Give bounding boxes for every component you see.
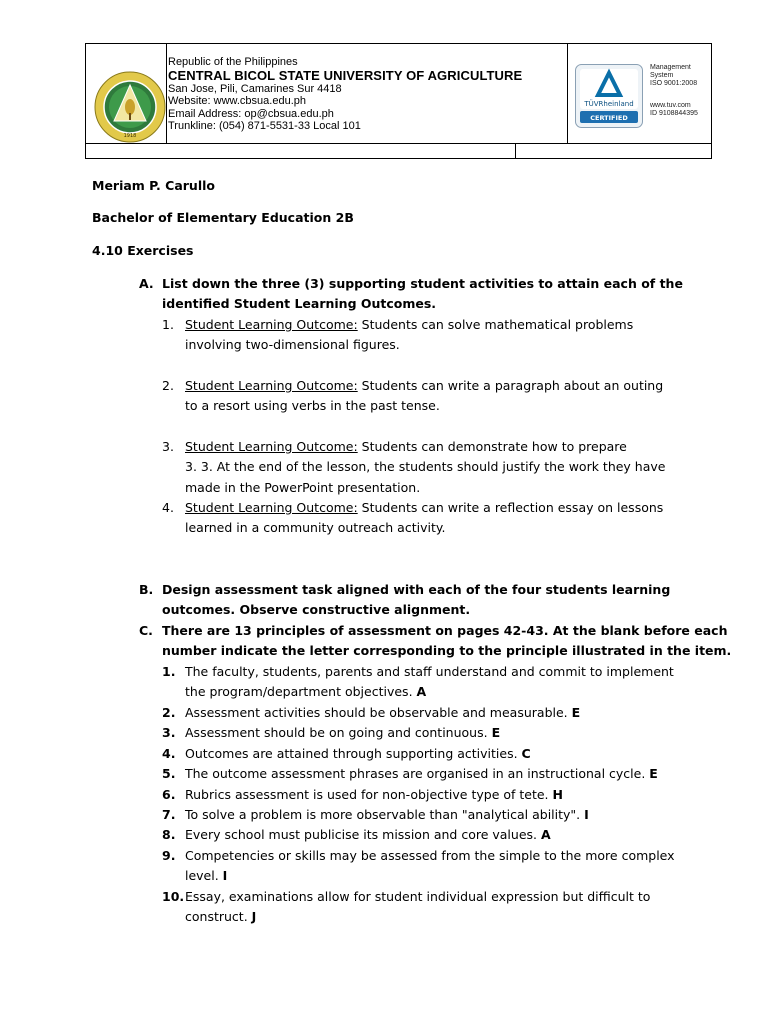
principle-item: Competencies or skills may be assessed from the simple to the more complex: [185, 848, 675, 863]
outcome-item: Student Learning Outcome: Students can write a reflection essay on lessons: [185, 500, 664, 515]
cert-line: System: [650, 72, 674, 79]
principle-continuation: construct. J: [185, 909, 257, 924]
divider: [515, 143, 516, 158]
logo-cell: [86, 44, 166, 143]
student-name: Meriam P. Carullo: [92, 178, 215, 193]
principle-item: Assessment activities should be observable and measurable. E: [185, 705, 581, 720]
principle-answer: J: [251, 909, 257, 924]
republic-line: Republic of the Philippines: [168, 56, 298, 68]
principle-number: 10.: [162, 889, 185, 904]
principle-answer: H: [552, 787, 563, 802]
principle-continuation: the program/department objectives. A: [185, 684, 427, 699]
outcome-item: Student Learning Outcome: Students can write a paragraph about an outing: [185, 378, 664, 393]
principle-answer: E: [571, 705, 581, 720]
principle-continuation: level. I: [185, 868, 228, 883]
outcome-continuation: learned in a community outreach activity.: [185, 520, 446, 535]
letterhead-row: [86, 44, 711, 144]
divider: [567, 44, 568, 143]
principle-number: 8.: [162, 827, 176, 842]
principle-item: The outcome assessment phrases are organised in an instructional cycle. E: [185, 766, 658, 781]
tuv-certified-logo: [575, 64, 643, 128]
section-c-line: There are 13 principles of assessment on pages 42-43. At the blank before each: [162, 623, 728, 638]
student-course: Bachelor of Elementary Education 2B: [92, 210, 354, 225]
principle-item: Essay, examinations allow for student individual expression but difficult to: [185, 889, 651, 904]
cert-id: ID 9108844395: [650, 110, 698, 117]
address-line: San Jose, Pili, Camarines Sur 4418: [168, 82, 342, 95]
outcome-number: 3.: [162, 439, 174, 454]
principle-number: 5.: [162, 766, 176, 781]
outcome-continuation: 3. 3. At the end of the lesson, the students should justify the work they have: [185, 459, 666, 474]
email-line: Email Address: op@cbsua.edu.ph: [168, 107, 334, 120]
outcome-label: Student Learning Outcome:: [185, 378, 358, 393]
section-c-line: number indicate the letter corresponding to the principle illustrated in the item.: [162, 643, 732, 658]
principle-number: 3.: [162, 725, 176, 740]
letterhead-table: [85, 43, 712, 159]
outcome-continuation: made in the PowerPoint presentation.: [185, 480, 421, 495]
outcome-continuation: involving two-dimensional figures.: [185, 337, 400, 352]
outcome-item: Student Learning Outcome: Students can solve mathematical problems: [185, 317, 634, 332]
principle-item: To solve a problem is more observable than "analytical ability". I: [185, 807, 589, 822]
section-b-letter: B.: [139, 582, 154, 597]
certification-info: [650, 64, 698, 118]
svg-text:1918: 1918: [123, 133, 137, 139]
principle-item: The faculty, students, parents and staff understand and commit to implement: [185, 664, 674, 679]
principle-answer: E: [491, 725, 501, 740]
principle-number: 4.: [162, 746, 176, 761]
principle-item: Rubrics assessment is used for non-objective type of tete. H: [185, 787, 563, 802]
outcome-number: 1.: [162, 317, 174, 332]
principle-number: 9.: [162, 848, 176, 863]
section-a-letter: A.: [139, 276, 154, 291]
principle-number: 2.: [162, 705, 176, 720]
cert-line: ISO 9001:2008: [650, 80, 698, 87]
principle-answer: I: [584, 807, 589, 822]
university-name: CENTRAL BICOL STATE UNIVERSITY OF AGRICULTURE: [168, 67, 523, 83]
outcome-number: 4.: [162, 500, 174, 515]
trunkline-line: Trunkline: (054) 871-5531-33 Local 101: [168, 120, 361, 132]
outcome-label: Student Learning Outcome:: [185, 500, 358, 515]
section-c-letter: C.: [139, 623, 153, 638]
principle-item: Assessment should be on going and continuous. E: [185, 725, 501, 740]
svg-text:CERTIFIED: CERTIFIED: [590, 114, 628, 122]
website-line: Website: www.cbsua.edu.ph: [168, 95, 306, 107]
divider: [166, 44, 167, 143]
svg-text:TÜVRheinland: TÜVRheinland: [584, 100, 634, 108]
outcome-item: Student Learning Outcome: Students can demonstrate how to prepare: [185, 439, 627, 454]
principle-answer: A: [416, 684, 427, 699]
section-b-line: outcomes. Observe constructive alignment.: [162, 602, 471, 617]
principle-number: 7.: [162, 807, 176, 822]
section-b-line: Design assessment task aligned with each of the four students learning: [162, 582, 671, 597]
principle-item: Outcomes are attained through supporting activities. C: [185, 746, 531, 761]
outcome-label: Student Learning Outcome:: [185, 317, 358, 332]
section-a-line: List down the three (3) supporting student activities to attain each of the: [162, 276, 683, 291]
principle-answer: C: [521, 746, 531, 761]
principle-item: Every school must publicise its mission and core values. A: [185, 827, 551, 842]
principle-answer: I: [222, 868, 228, 883]
cert-url: www.tuv.com: [650, 102, 691, 109]
university-seal-logo: [94, 71, 166, 143]
outcome-number: 2.: [162, 378, 174, 393]
principle-answer: E: [649, 766, 658, 781]
letterhead-blank-row: [86, 143, 711, 158]
section-a-line: identified Student Learning Outcomes.: [162, 296, 437, 311]
outcome-label: Student Learning Outcome:: [185, 439, 358, 454]
principle-answer: A: [540, 827, 551, 842]
university-info: [168, 56, 522, 133]
outcome-continuation: to a resort using verbs in the past tense.: [185, 398, 440, 413]
cert-line: Management: [650, 64, 691, 71]
principle-number: 6.: [162, 787, 176, 802]
principle-number: 1.: [162, 664, 176, 679]
exercise-title: 4.10 Exercises: [92, 243, 194, 258]
